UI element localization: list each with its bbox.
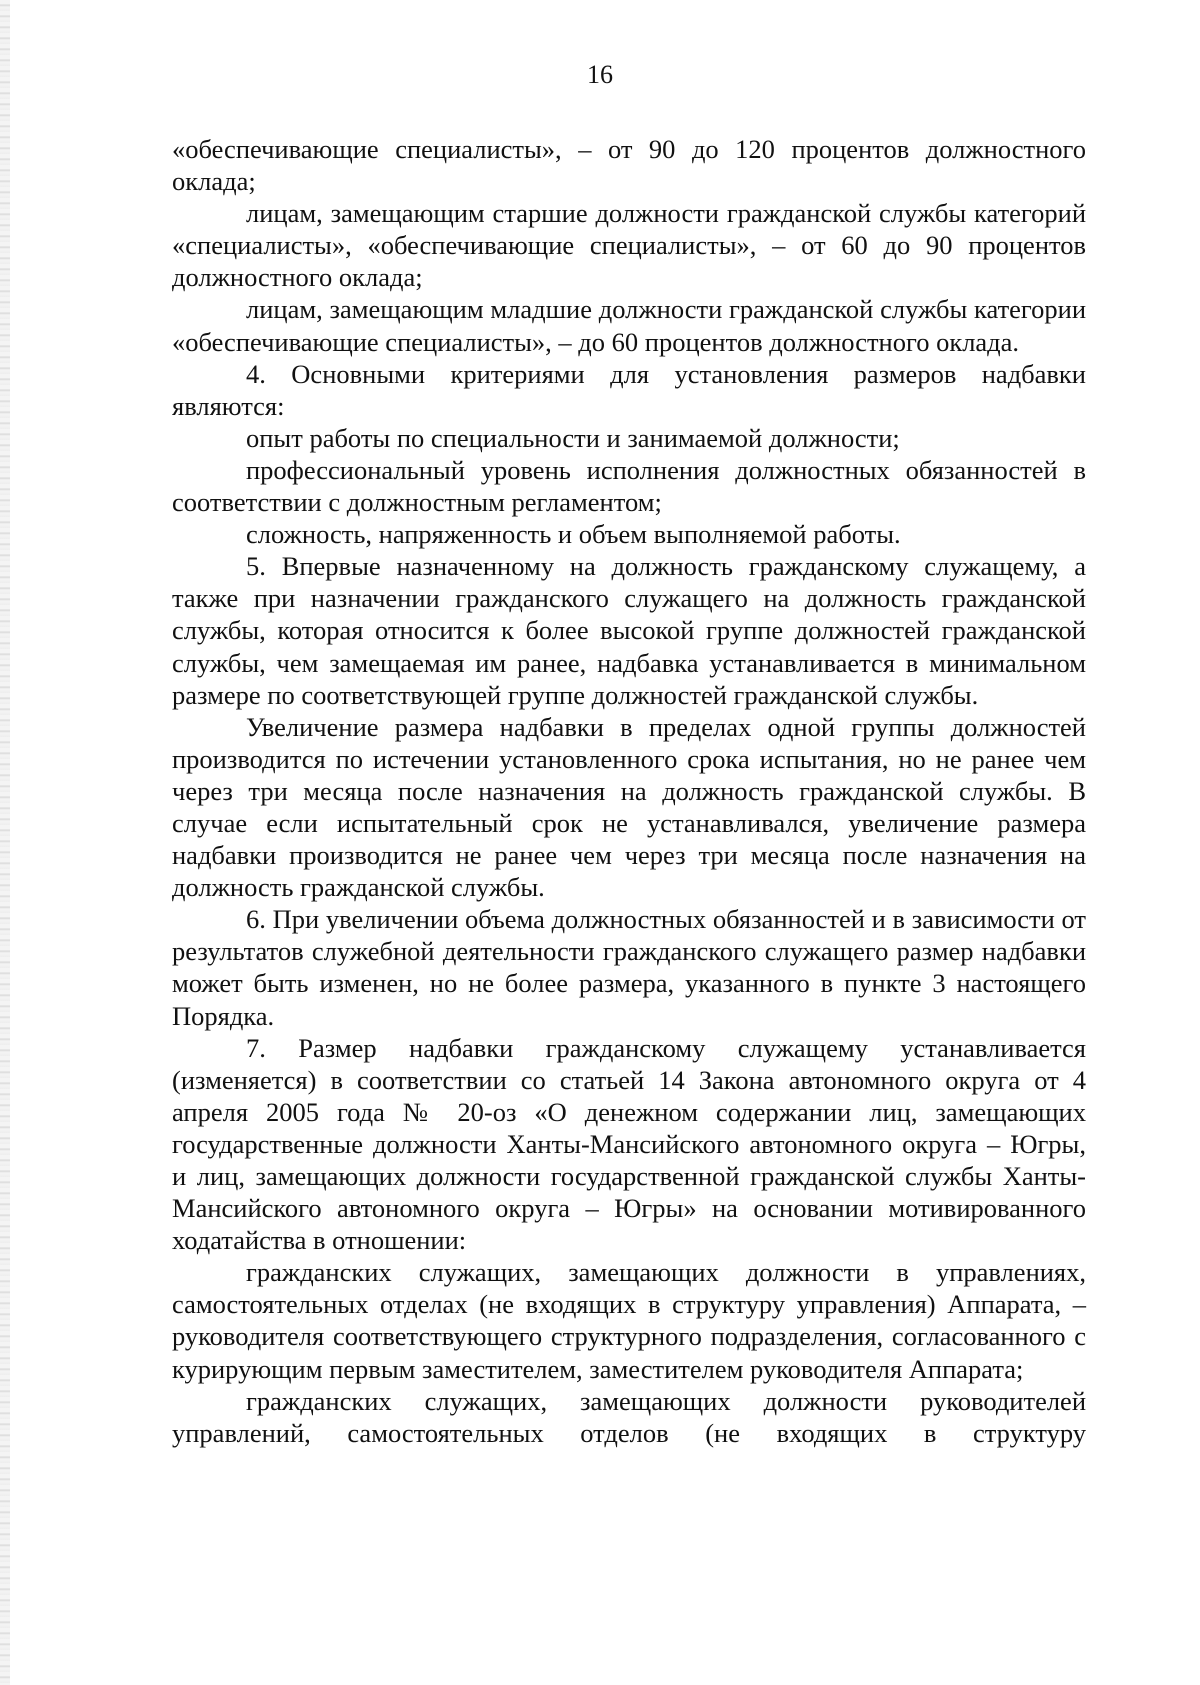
paragraph: 6. При увеличении объема должностных обязанностей и в зависимости от результатов служебной деятельности гражданского служащего размер надбавки может быть изменен, но не более размера, указанного в пункте 3 настоящего Порядка. [172,904,1086,1031]
paragraph: гражданских служащих, замещающих должности в управлениях, самостоятельных отделах (не входящих в структуру управления) Аппарата, – руководителя соответствующего структурного подразделения, согласованного с курирующим первым заместителем, заместителем руководителя Аппарата; [172,1257,1086,1384]
page-number: 16 [587,60,613,89]
paragraph: 7. Размер надбавки гражданскому служащему устанавливается (изменяется) в соответствии со статьей 14 Закона автономного округа от 4 апреля 2005 года № 20-оз «О денежном содержании лиц, замещающих государственные должности Ханты-Мансийского автономного округа – Югры, и лиц, замещающих должности государственной гражданской службы Ханты-Мансийского автономного округа – Югры» на основании мотивированного ходатайства в отношении: [172,1032,1086,1256]
scan-edge [0,0,10,1685]
paragraph: 4. Основными критериями для установления размеров надбавки являются: [172,358,1086,421]
paragraph: Увеличение размера надбавки в пределах одной группы должностей производится по истечении установленного срока испытания, но не ранее чем через три месяца после назначения на должность гражданской службы. В случае если испытательный срок не устанавливался, увеличение размера надбавки производится не ранее чем через три месяца после назначения на должность гражданской службы. [172,711,1086,903]
paragraph: лицам, замещающим младшие должности гражданской службы категории «обеспечивающие специалисты», – до 60 процентов должностного оклада. [172,294,1086,357]
paragraph: опыт работы по специальности и занимаемой должности; [246,422,900,453]
document-body [172,133,1086,1449]
paragraph: сложность, напряженность и объем выполняемой работы. [246,519,901,550]
paragraph: лицам, замещающим старшие должности гражданской службы категорий «специалисты», «обеспечивающие специалисты», – от 60 до 90 процентов должностного оклада; [172,198,1086,293]
paragraph: гражданских служащих, замещающих должности руководителей управлений, самостоятельных отделов (не входящих в структуру [172,1385,1086,1448]
paragraph: профессиональный уровень исполнения должностных обязанностей в соответствии с должностным регламентом; [172,454,1086,518]
paragraph: «обеспечивающие специалисты», – от 90 до 120 процентов должностного оклада; [172,134,1086,197]
paragraph: 5. Впервые назначенному на должность гражданскому служащему, а также при назначении гражданского служащего на должность гражданской службы, которая относится к более высокой группе должностей гражданской службы, чем замещаемая им ранее, надбавка устанавливается в минимальном размере по соответствующей группе должностей гражданской службы. [172,551,1086,710]
